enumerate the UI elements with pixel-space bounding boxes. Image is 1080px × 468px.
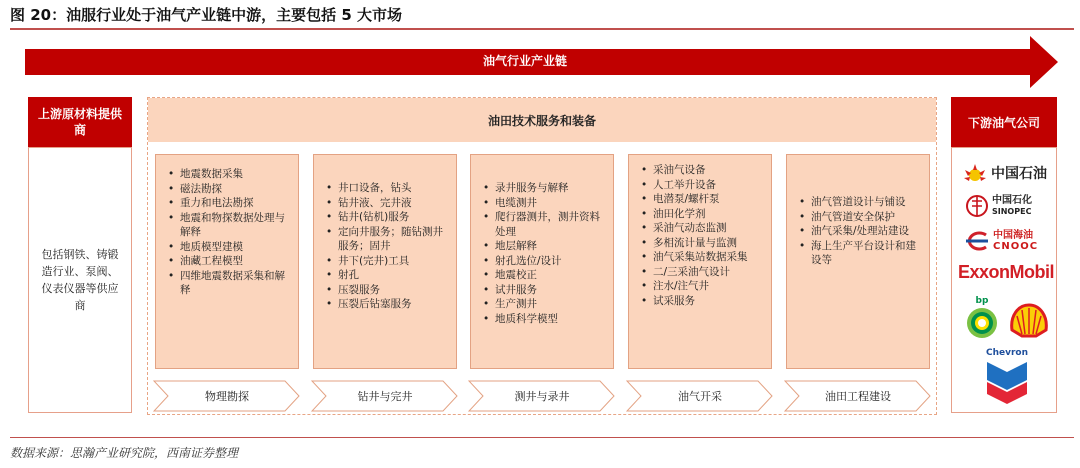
upstream-description: 包括钢铁、铸锻造行业、泵阀、仪表仪器等供应商: [28, 147, 132, 413]
service-item: • 四维地震数据采集和解释: [168, 269, 290, 298]
service-item: • 爬行器测井，测井资料处理: [483, 210, 605, 239]
figure-title: 图 20：油服行业处于油气产业链中游，主要包括 5 大市场: [10, 6, 402, 24]
industry-chain-label: 油气行业产业链: [482, 54, 567, 68]
service-card-logging: [470, 154, 614, 369]
service-item: • 采油气设备: [641, 163, 763, 178]
service-item: • 多相流计量与监测: [641, 236, 763, 251]
downstream-logos: [951, 147, 1057, 413]
sinopec-logo: [966, 194, 1032, 218]
stage-label: 油田工程建设: [825, 390, 891, 403]
service-item: • 地震和物探数据处理与解释: [168, 211, 290, 240]
service-item: • 重力和电法勘探: [168, 196, 290, 211]
service-list: [168, 167, 290, 298]
service-item: • 压裂后钻塞服务: [326, 297, 448, 312]
stage-chevron-drilling: [311, 380, 459, 412]
service-item: • 油藏工程模型: [168, 254, 290, 269]
sinopec-emblem-icon: [966, 194, 988, 218]
sinopec-name-en: SINOPEC: [992, 207, 1032, 216]
stage-label: 油气开采: [678, 390, 722, 403]
sinopec-name-cn: 中国石化: [992, 195, 1032, 206]
petrochina-logo: [962, 162, 1047, 184]
service-item: • 试采服务: [641, 294, 763, 309]
service-card-engineering: [786, 154, 930, 369]
service-item: • 压裂服务: [326, 283, 448, 298]
service-item: • 定向井服务；随钻测井服务；固井: [326, 225, 448, 254]
service-item: • 地质科学模型: [483, 312, 605, 327]
stage-chevron-engineering: [784, 380, 932, 412]
service-list: [326, 181, 448, 312]
service-item: • 二/三采油气设计: [641, 265, 763, 280]
service-item: • 射孔选位/设计: [483, 254, 605, 269]
service-item: • 油田化学剂: [641, 207, 763, 222]
chevron-name: Chevron: [985, 348, 1028, 358]
stage-chevron-logging: [468, 380, 616, 412]
stage-label: 测井与录井: [514, 390, 570, 403]
service-item: • 试井服务: [483, 283, 605, 298]
chevron-logo: [982, 348, 1032, 408]
service-list: [799, 195, 921, 268]
service-item: • 人工举升设备: [641, 178, 763, 193]
service-item: • 地层解释: [483, 239, 605, 254]
service-item: • 地质模型建模: [168, 240, 290, 255]
service-item: • 井下(完井)工具: [326, 254, 448, 269]
service-item: • 井口设备，钻头: [326, 181, 448, 196]
service-item: • 录井服务与解释: [483, 181, 605, 196]
service-item: • 油气采集/处理站建设: [799, 224, 921, 239]
bp-helios-icon: [962, 306, 1002, 340]
midstream-header: 油田技术服务和装备: [148, 98, 936, 142]
cnooc-emblem-icon: [964, 231, 990, 251]
source-note: 数据来源：思瀚产业研究院，西南证券整理: [10, 446, 239, 460]
petrochina-emblem-icon: [962, 162, 988, 184]
service-card-production: [628, 154, 772, 369]
footer-divider: [10, 437, 1074, 438]
downstream-header: 下游油气公司: [951, 97, 1057, 147]
stage-chevron-exploration: [153, 380, 301, 412]
service-card-drilling: [313, 154, 457, 369]
service-item: • 电潜泵/螺杆泵: [641, 192, 763, 207]
service-list: [483, 181, 605, 326]
service-item: • 钻井液、完井液: [326, 196, 448, 211]
cnooc-logo: [964, 230, 1038, 252]
service-item: • 采油气动态监测: [641, 221, 763, 236]
shell-pecten-icon: [1008, 302, 1050, 340]
service-item: • 生产测井: [483, 297, 605, 312]
service-item: • 海上生产平台设计和建设等: [799, 239, 921, 268]
service-item: • 注水/注气井: [641, 279, 763, 294]
service-item: • 地震校正: [483, 268, 605, 283]
service-item: • 油气采集站数据采集: [641, 250, 763, 265]
stage-chevron-production: [626, 380, 774, 412]
shell-logo: [1008, 302, 1050, 344]
petrochina-name: 中国石油: [991, 166, 1047, 182]
exxonmobil-logo: ExxonMobil: [958, 262, 1055, 282]
service-item: • 钻井(钻机)服务: [326, 210, 448, 225]
upstream-header: 上游原材料提供商: [28, 97, 132, 147]
service-card-exploration: [155, 154, 299, 369]
stage-label: 物理勘探: [205, 390, 249, 403]
bp-logo: [962, 296, 1002, 342]
cnooc-name-en: CNOOC: [993, 241, 1039, 252]
service-list: [641, 163, 763, 308]
service-item: • 油气管道安全保护: [799, 210, 921, 225]
cnooc-name-cn: 中国海油: [993, 230, 1033, 241]
title-divider: [10, 28, 1074, 30]
chevron-hallmark-icon: [985, 358, 1029, 404]
service-item: • 射孔: [326, 268, 448, 283]
service-item: • 电缆测井: [483, 196, 605, 211]
service-item: • 油气管道设计与铺设: [799, 195, 921, 210]
service-item: • 磁法勘探: [168, 182, 290, 197]
stage-label: 钻井与完井: [357, 390, 413, 403]
service-item: • 地震数据采集: [168, 167, 290, 182]
bp-name: bp: [975, 296, 989, 306]
